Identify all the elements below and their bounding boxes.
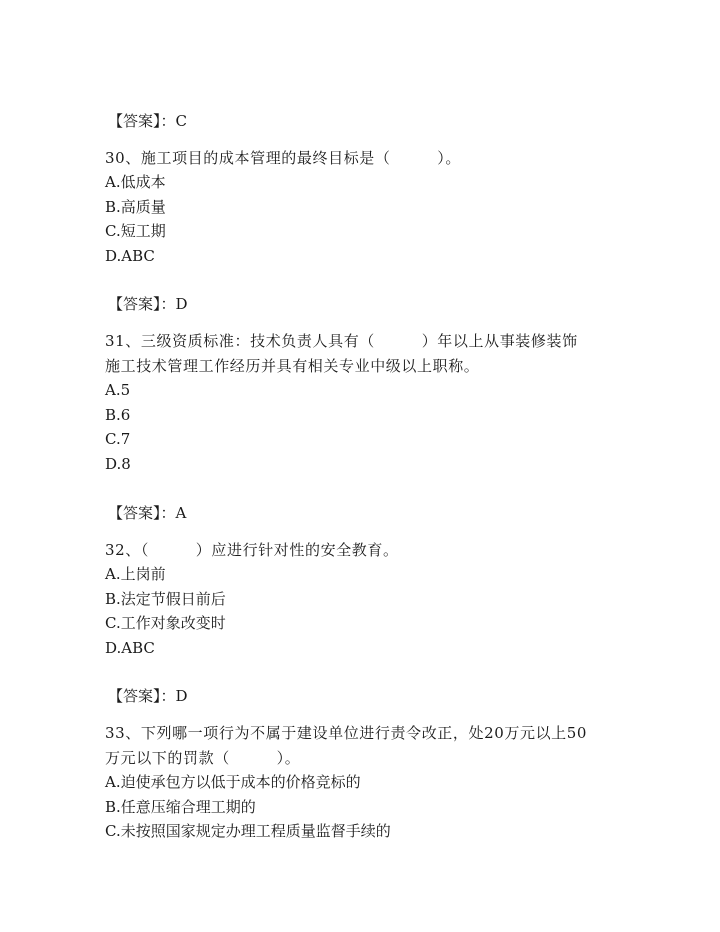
option-a: A.5	[105, 381, 131, 399]
option-b: B.法定节假日前后	[105, 590, 226, 608]
option-b: B.任意压缩合理工期的	[105, 798, 256, 816]
option-c: C.工作对象改变时	[105, 614, 226, 632]
question-stem: 30、施工项目的成本管理的最终目标是（ ）。	[105, 149, 461, 167]
answer-label: 【答案】：C	[108, 112, 187, 130]
question-stem: 32、（ ）应进行针对性的安全教育。	[105, 541, 399, 559]
question-stem: 万元以下的罚款（ ）。	[105, 749, 301, 767]
answer-label: 【答案】：D	[108, 687, 188, 705]
option-b: B.6	[105, 406, 131, 424]
answer-label: 【答案】：A	[108, 504, 187, 522]
option-a: A.上岗前	[105, 565, 166, 583]
option-d: D.ABC	[105, 247, 155, 265]
option-a: A.迫使承包方以低于成本的价格竞标的	[105, 773, 361, 791]
option-c: C.短工期	[105, 222, 166, 240]
option-b: B.高质量	[105, 198, 166, 216]
option-d: D.8	[105, 455, 131, 473]
option-a: A.低成本	[105, 173, 166, 191]
question-stem: 施工技术管理工作经历并具有相关专业中级以上职称。	[105, 357, 480, 375]
answer-label: 【答案】：D	[108, 295, 188, 313]
question-stem: 31、三级资质标准：技术负责人具有（ ）年以上从事装修装饰	[105, 332, 578, 350]
option-c: C.未按照国家规定办理工程质量监督手续的	[105, 822, 391, 840]
question-stem: 33、下列哪一项行为不属于建设单位进行责令改正，处20万元以上50	[105, 724, 588, 742]
option-c: C.7	[105, 430, 131, 448]
option-d: D.ABC	[105, 639, 155, 657]
